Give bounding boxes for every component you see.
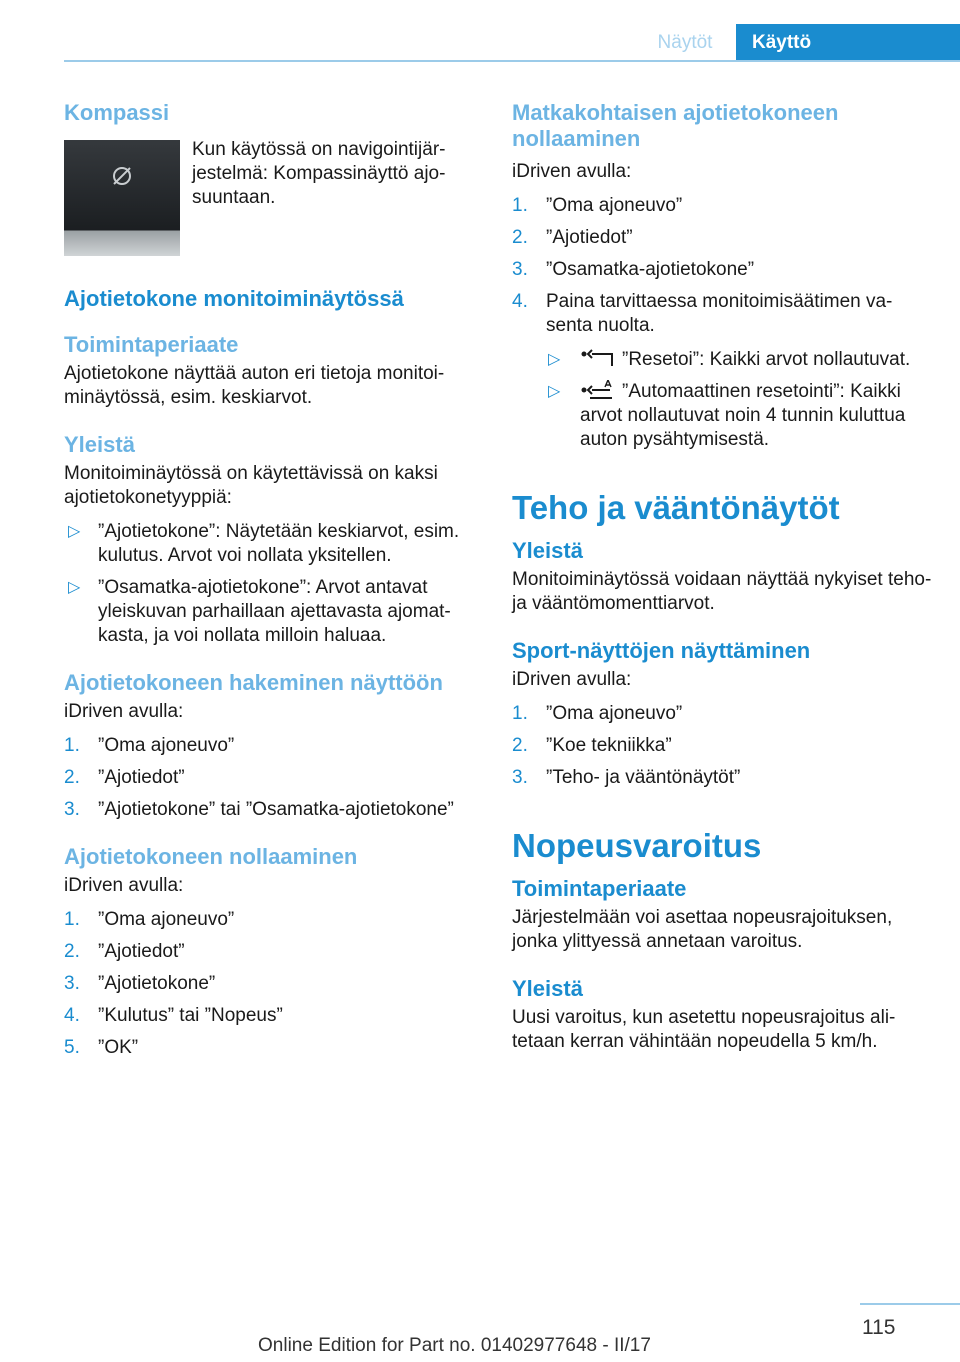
- teho-yleista-heading: Yleistä: [512, 538, 583, 563]
- nopeusvaroitus-heading: Nopeusvaroitus: [512, 827, 762, 864]
- list-item: 1. ”Oma ajoneuvo”: [64, 909, 235, 930]
- list-item: 3. ”Teho- ja vääntönäytöt”: [512, 767, 741, 788]
- header-tab-kaytto[interactable]: Käyttö: [736, 24, 960, 62]
- nopeus-yleista-heading: Yleistä: [512, 976, 583, 1001]
- matka-steps: [512, 194, 932, 452]
- triangle-bullet-icon: ▷: [68, 579, 81, 596]
- list-item: 2. ”Ajotiedot”: [64, 941, 185, 962]
- toimintaperiaate-text: Ajotietokone näyttää auton eri tietoja monitoi-minäytössä, esim. keskiarvot.: [64, 363, 445, 408]
- list-item: 2. ”Koe tekniikka”: [512, 735, 672, 756]
- list-item: 2. ”Ajotiedot”: [64, 767, 185, 788]
- list-item: 2. ”Ajotiedot”: [512, 227, 633, 248]
- list-item: 3. ”Ajotietokone”: [64, 973, 216, 994]
- yleista-text: Monitoiminäytössä on käytettävissä on kaksi ajotietokonetyyppiä:: [64, 463, 438, 508]
- list-item: 1. ”Oma ajoneuvo”: [512, 195, 683, 216]
- list-item: 5. ”OK”: [64, 1037, 139, 1058]
- list-item: 4. ”Kulutus” tai ”Nopeus”: [64, 1005, 283, 1026]
- matka-heading: Matkakohtaisen ajotietokoneen nollaaminen: [512, 100, 839, 151]
- header-tab-naytot[interactable]: Näytöt: [657, 32, 713, 53]
- nopeus-yleista-text: Uusi varoitus, kun asetettu nopeusrajoitus ali-tetaan kerran vähintään nopeudella 5 km/h.: [512, 1007, 896, 1052]
- toimintaperiaate-heading: Toimintaperiaate: [64, 332, 239, 357]
- triangle-bullet-icon: ▷: [548, 383, 561, 400]
- hakeminen-heading: Ajotietokoneen hakeminen näyttöön: [64, 670, 443, 695]
- triangle-bullet-icon: ▷: [68, 523, 81, 540]
- header-divider: [64, 60, 960, 62]
- nopeus-toiminta-text: Järjestelmään voi asettaa nopeusrajoituksen, jonka ylittyessä annetaan varoitus.: [512, 907, 893, 952]
- compass-icon: [111, 165, 133, 187]
- nollaaminen-heading: Ajotietokoneen nollaaminen: [64, 844, 358, 869]
- list-item: 1. ”Oma ajoneuvo”: [64, 735, 235, 756]
- list-item: ▷ ”Ajotietokone”: Näytetään keskiarvot, esim. kulutus. Arvot voi nollata yksitellen.: [68, 521, 460, 566]
- nopeus-toiminta-heading: Toimintaperiaate: [512, 876, 687, 901]
- kompassi-heading: Kompassi: [64, 100, 170, 125]
- list-item: ▷ ”Automaattinen resetointi”: Kaikki arvot nollautuvat noin 4 tunnin kuluttua auton pysähtymisestä.: [548, 381, 906, 450]
- ajotietokone-heading: Ajotietokone monitoiminäytössä: [64, 286, 404, 311]
- hakeminen-steps: [64, 734, 470, 822]
- nollaaminen-intro: iDriven avulla:: [64, 875, 184, 896]
- nollaaminen-steps: [64, 908, 470, 1060]
- right-column: [512, 100, 932, 1054]
- matka-substeps: [512, 348, 932, 452]
- sport-steps: [512, 702, 932, 790]
- left-column: [64, 100, 470, 1068]
- compass-display-image: [64, 140, 180, 256]
- list-item: 1. ”Oma ajoneuvo”: [512, 703, 683, 724]
- footer-divider: [860, 1303, 960, 1305]
- list-item: 4. Paina tarvittaessa monitoimisäätimen va-senta nuolta. ▷ ”Resetoi”: Kaikki arvot nollautuvat. ▷ ”Automaattinen resetointi”: Kaikki arvot nollautuvat noin 4 tunnin kuluttua auton pysähtymisestä.: [512, 290, 932, 452]
- kompassi-text: Kun käytössä on navigointijär-jestelmä: Kompassinäyttö ajo-suuntaan.: [192, 139, 446, 208]
- teho-yleista-text: Monitoiminäytössä voidaan näyttää nykyiset teho- ja vääntömomenttiarvot.: [512, 569, 932, 614]
- triangle-bullet-icon: ▷: [548, 351, 561, 368]
- list-item: ▷ ”Osamatka-ajotietokone”: Arvot antavat yleiskuvan parhaillaan ajettavasta ajomat-kasta, ja voi nollata milloin haluaa.: [68, 577, 451, 646]
- sport-heading: Sport-näyttöjen näyttäminen: [512, 638, 811, 663]
- teho-heading: Teho ja vääntönäytöt: [512, 489, 840, 526]
- list-item: ▷ ”Resetoi”: Kaikki arvot nollautuvat.: [548, 349, 911, 370]
- yleista-heading: Yleistä: [64, 432, 135, 457]
- edition-footer: Online Edition for Part no. 01402977648 - II/17: [258, 1335, 651, 1356]
- page-number: 115: [862, 1316, 896, 1339]
- auto-reset-icon: [580, 380, 616, 400]
- list-item: 3. ”Ajotietokone” tai ”Osamatka-ajotietokone”: [64, 799, 454, 820]
- sport-intro: iDriven avulla:: [512, 669, 632, 690]
- ajotietokone-types-list: [64, 520, 470, 648]
- matka-intro: iDriven avulla:: [512, 161, 632, 182]
- list-item: 3. ”Osamatka-ajotietokone”: [512, 259, 755, 280]
- hakeminen-intro: iDriven avulla:: [64, 701, 184, 722]
- reset-icon: [580, 348, 616, 368]
